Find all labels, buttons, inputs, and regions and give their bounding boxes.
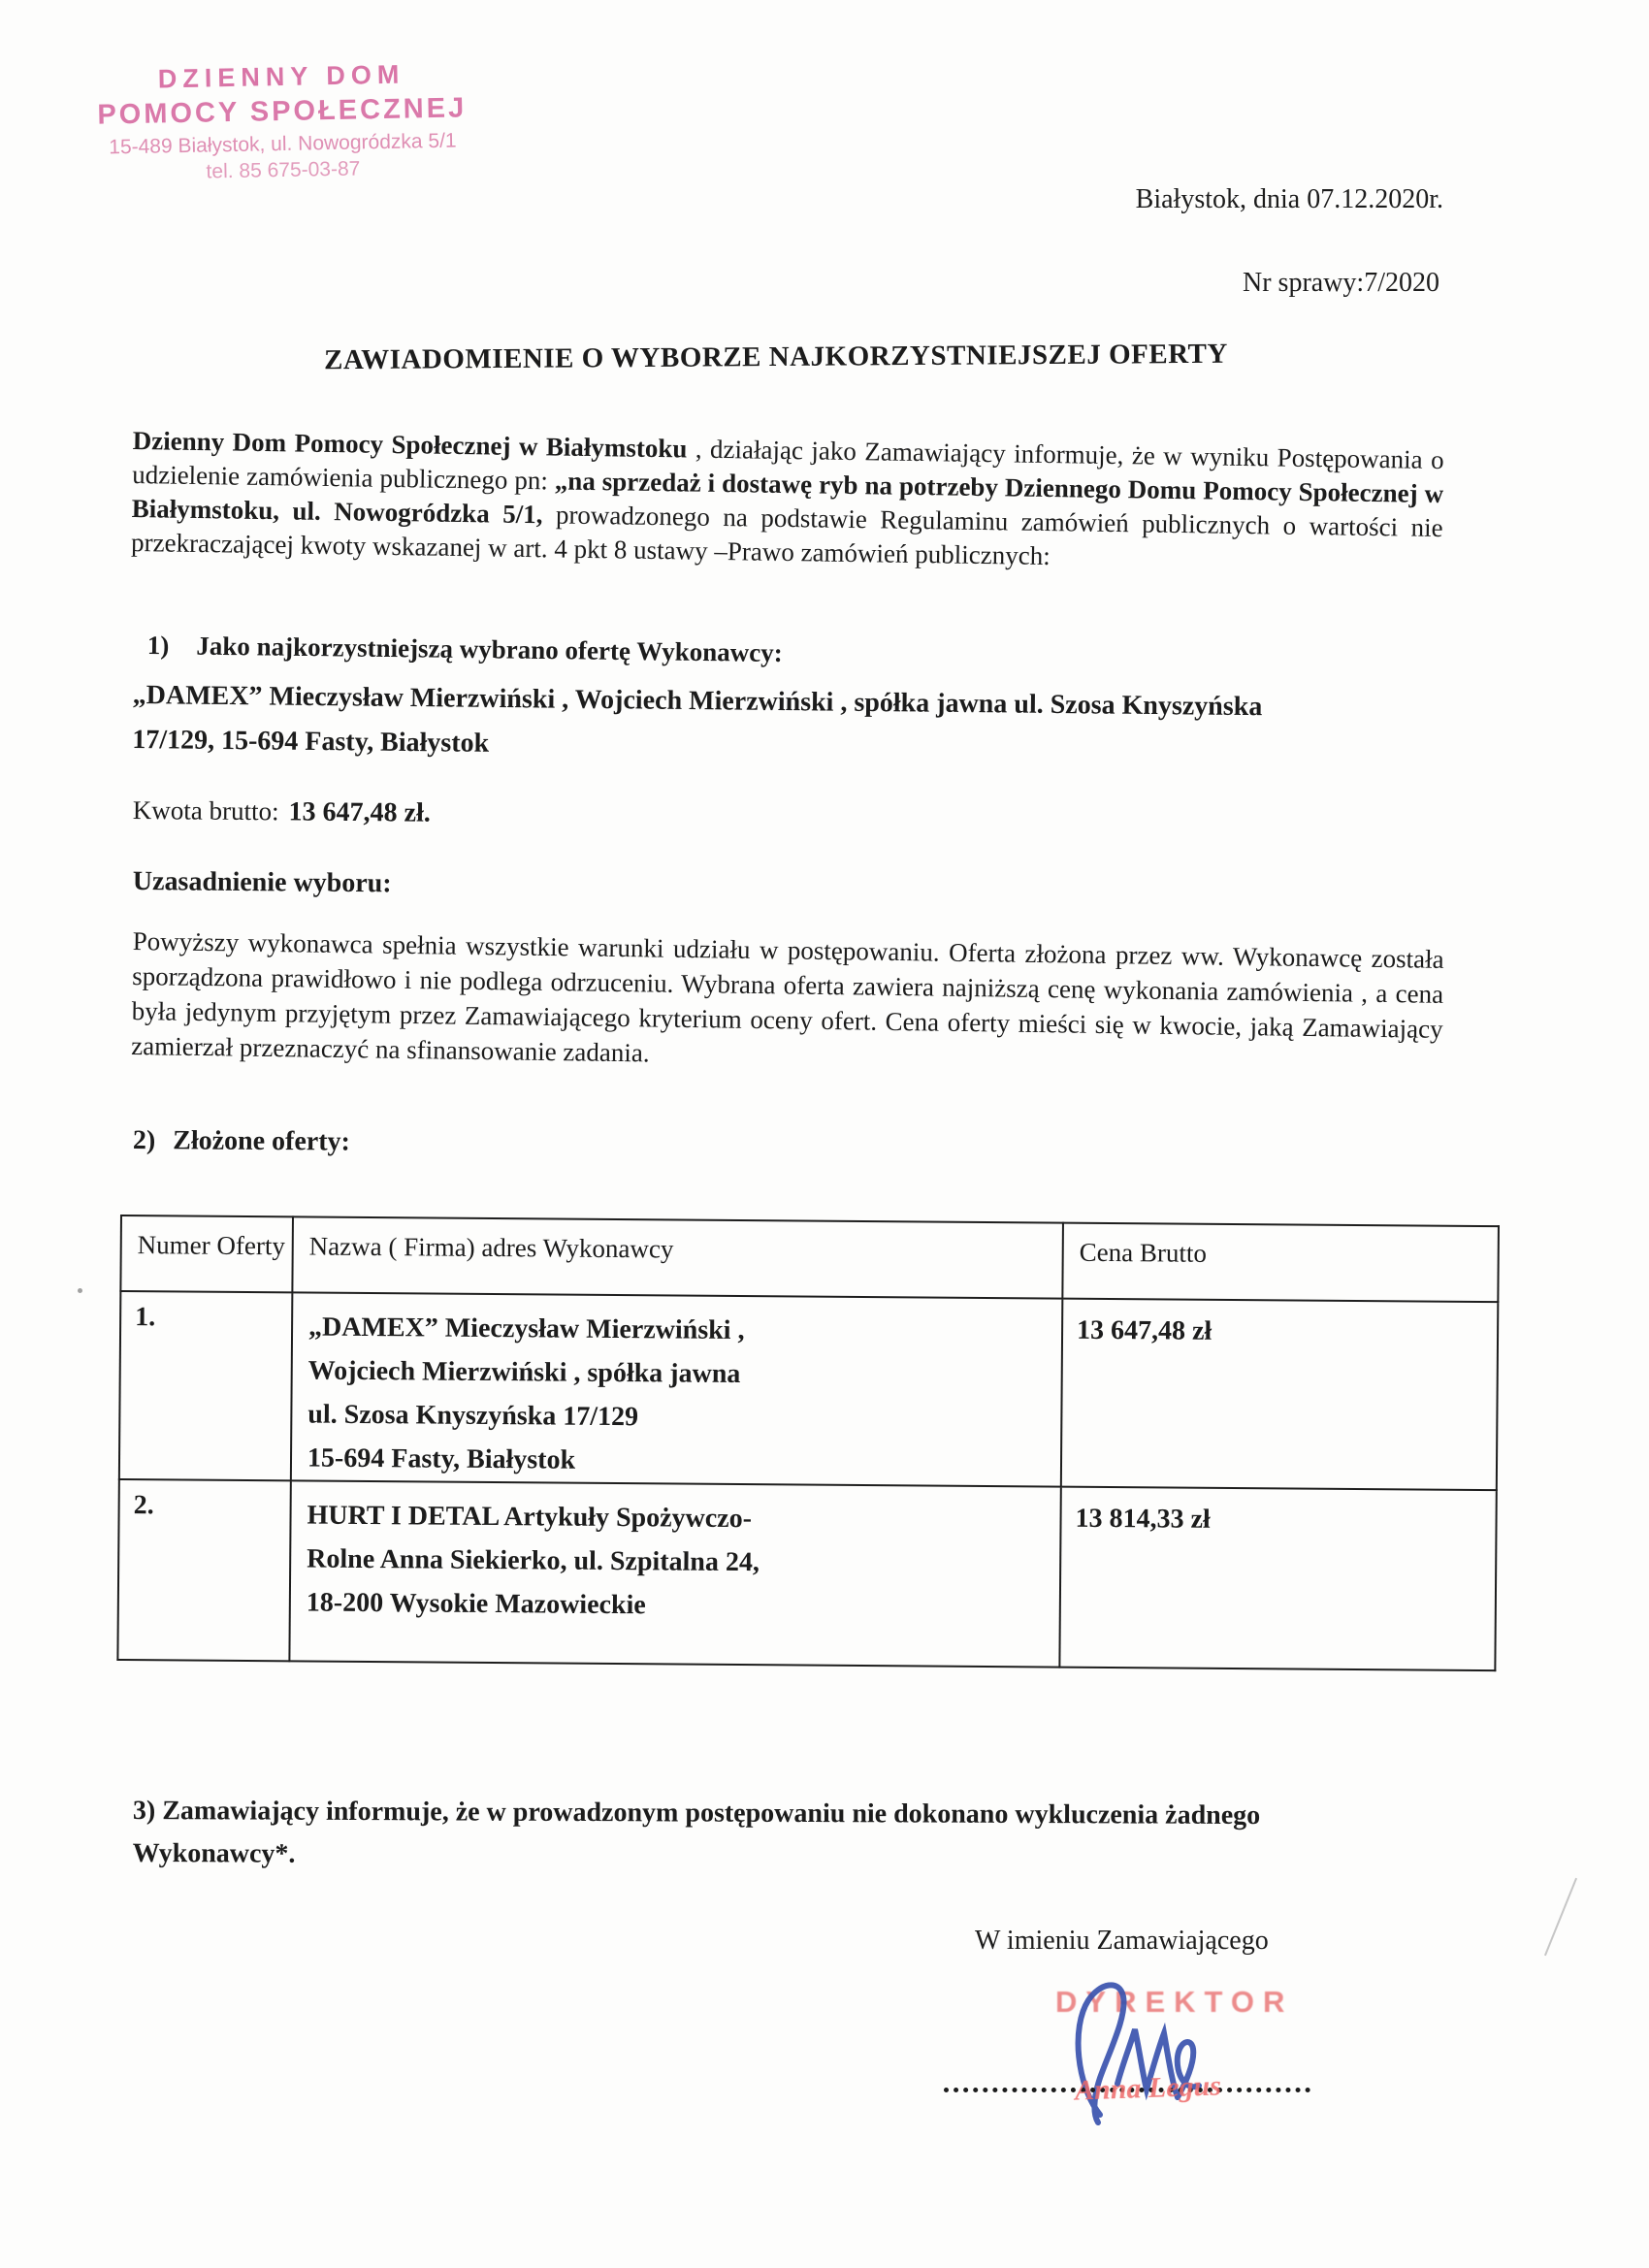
- header-cell-offer-number: Numer Oferty: [120, 1215, 293, 1292]
- director-name-stamp: Anna Legus: [1074, 2069, 1222, 2107]
- stamp-org-line1: DZIENNY DOM: [157, 59, 405, 94]
- document-title: ZAWIADOMIENIE O WYBORZE NAJKORZYSTNIEJSZEJ OFERTY: [323, 338, 1228, 376]
- case-number: Nr sprawy:7/2020: [1243, 268, 1439, 298]
- point2-heading: [133, 1125, 350, 1158]
- stamp-phone: tel. 85 675-03-87: [206, 157, 361, 183]
- row1-name-line2: Wojciech Mierzwiński , spółka jawna: [307, 1355, 741, 1390]
- point3-paragraph: 3) Zamawiający informuje, że w prowadzonym postępowaniu nie dokonano wykluczenia żadnego Wykonawcy*.: [132, 1796, 1261, 1869]
- gross-amount-value: 13 647,48 zł.: [288, 796, 431, 828]
- row2-number-text: 2.: [133, 1490, 154, 1521]
- offers-table: [116, 1215, 1500, 1671]
- row1-price-text: 13 647,48 zł: [1076, 1314, 1212, 1346]
- gross-amount-label: Kwota brutto:: [132, 795, 279, 826]
- intro-bold-subject: „na sprzedaż i dostawę ryb na potrzeby Dziennego Domu Pomocy Społecznej w Białymstoku, ul. Nowogródzka 5/1,: [131, 466, 1444, 530]
- row2-price: [1059, 1487, 1496, 1671]
- row2-name-line1: HURT I DETAL Artykuły Spożywczo-: [307, 1500, 753, 1535]
- pen-mark-artifact: [1544, 1878, 1577, 1956]
- row2-name-line2: Rolne Anna Siekierko, ul. Szpitalna 24,: [307, 1543, 760, 1578]
- point1-heading: [147, 631, 783, 668]
- header-cell-contractor-name: Nazwa ( Firma) adres Wykonawcy: [292, 1216, 1063, 1298]
- row1-name-line3: ul. Szosa Knyszyńska 17/129: [307, 1399, 639, 1433]
- row1-contractor: [291, 1292, 1062, 1486]
- intro-paragraph: [131, 424, 1444, 579]
- director-title-stamp: DYREKTOR: [1055, 1985, 1294, 2019]
- on-behalf-line: W imieniu Zamawiającego: [975, 1926, 1269, 1956]
- justification-heading: Uzasadnienie wyboru:: [132, 866, 392, 899]
- row2-contractor-lines: [291, 1481, 1060, 1630]
- point2-heading-text: Złożone oferty:: [173, 1125, 351, 1157]
- offers-table-header-row: [120, 1215, 1499, 1302]
- point1-heading-text: Jako najkorzystniejszą wybrano ofertę Wykonawcy:: [196, 631, 783, 667]
- row2-offer-number: [117, 1479, 290, 1661]
- point1-winner-details: „DAMEX” Mieczysław Mierzwiński , Wojciech Mierzwiński , spółka jawna ul. Szosa Knyszyńska 17/129, 15-694 Fasty, Białystok: [132, 679, 1263, 759]
- stamp-address: 15-489 Białystok, ul. Nowogródzka 5/1: [109, 129, 457, 159]
- row1-offer-number: [119, 1291, 292, 1480]
- stamp-org-line2: POMOCY SPOŁECZNEJ: [97, 92, 468, 131]
- row2-price-text: 13 814,33 zł: [1075, 1503, 1211, 1535]
- row1-number-text: 1.: [135, 1302, 156, 1333]
- table-row: [119, 1291, 1498, 1490]
- header-cell-gross-price: Cena Brutto: [1062, 1223, 1499, 1303]
- scan-spot-artifact: [78, 1288, 82, 1293]
- sender-ink-stamp: [92, 58, 472, 185]
- intro-text-2: prowadzonego na podstawie Regulaminu zamówień publicznych o wartości nie przekraczającej kwoty wskazanej w art. 4 pkt 8 ustawy –Prawo zamówień publicznych:: [130, 500, 1443, 571]
- row2-name-line3: 18-200 Wysokie Mazowieckie: [306, 1587, 646, 1621]
- row1-name-line4: 15-694 Fasty, Białystok: [307, 1442, 576, 1475]
- row1-price: [1061, 1299, 1499, 1491]
- row1-name-line1: „DAMEX” Mieczysław Mierzwiński ,: [307, 1312, 745, 1346]
- justification-paragraph: Powyższy wykonawca spełnia wszystkie warunki udziału w postępowaniu. Oferta złożona przez ww. Wykonawcę została sporządzona prawidłowo i nie podlega odrzuceniu. Wybrana oferta zawiera najniższą cenę wykonania zamówienia , a cena była jedynym przyjętym przez Zamawiającego kryterium oceny ofert. Cena oferty mieści się w kwocie, jaką Zamawiający zamierzał przeznaczyć na sfinansowanie zadania.: [131, 925, 1444, 1068]
- place-date-line: Białystok, dnia 07.12.2020r.: [1135, 184, 1443, 214]
- intro-text-1: , działając jako Zamawiający informuje, że w wyniku Postępowania o udzielenie zamówienia publicznego pn:: [132, 434, 1444, 496]
- point2-number: 2): [132, 1125, 156, 1156]
- intro-bold-org: Dzienny Dom Pomocy Społecznej w Białymstoku: [132, 425, 688, 464]
- table-row: [117, 1479, 1496, 1670]
- point1-number: 1): [146, 631, 170, 661]
- row2-contractor: [289, 1480, 1060, 1667]
- gross-amount-line: [133, 795, 431, 829]
- row1-contractor-lines: [292, 1293, 1061, 1485]
